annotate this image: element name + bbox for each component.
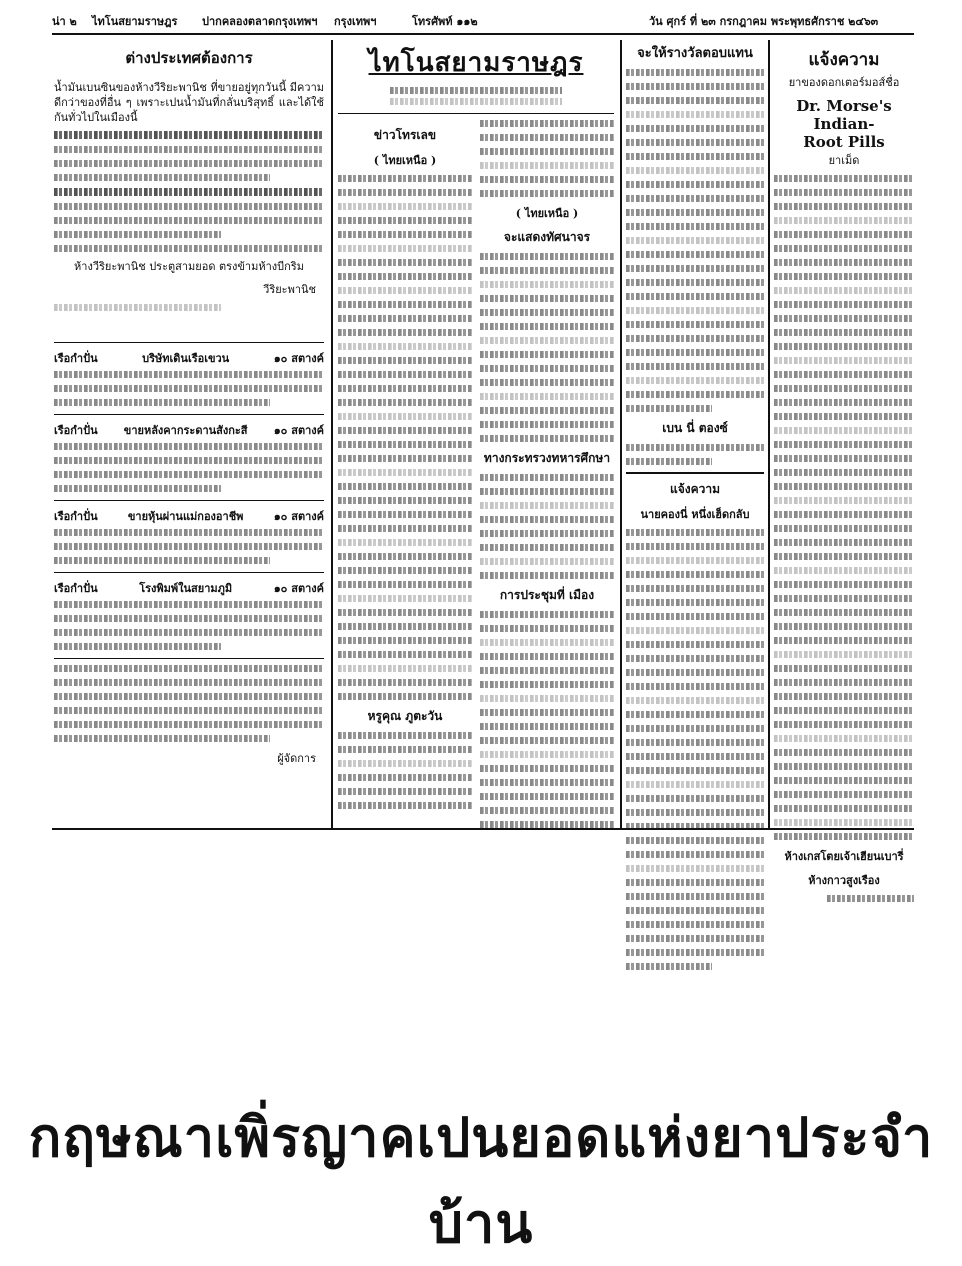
notice-block: [54, 500, 324, 564]
notice-block: [54, 572, 324, 650]
slogan-banner: กฤษณาเพิ่รญาคเปนยอดแห่งยาประจำบ้าน: [28, 1106, 934, 1255]
section-heading: จะแสดงทัศนาจร: [503, 230, 591, 244]
section-subheading: นายคองนี่ หนึ่งเฮ็ดกลับ: [640, 507, 750, 521]
paper-name: ไทโนสยามราษฎร: [92, 15, 178, 28]
section-heading: ทางกระทรวงทหารศึกษา: [483, 451, 611, 465]
section-subheading: ( ไทยเหนือ ): [515, 207, 579, 220]
column-advertisement: [774, 42, 914, 887]
notice-amount: ๑๐ สตางค์: [273, 582, 324, 595]
notice-name: ขายหลังคากระดานสังกะสี: [123, 424, 248, 437]
running-header: [52, 12, 912, 30]
notice-name: บริษัทเดินเรือเขวน: [142, 352, 230, 365]
notice-name: ขายหุ้นผ่านแม่กองอาชีพ: [127, 510, 244, 523]
section-heading: หรูคุณ ภูตะวัน: [367, 709, 443, 723]
column-main-news: [338, 42, 614, 828]
page-number: น่า ๒: [52, 15, 77, 28]
section-heading: การประชุมที่ เมือง: [499, 588, 595, 602]
ad-product-name-line2: Root Pills: [803, 133, 885, 151]
masthead: [338, 42, 614, 114]
article-title: ต่างประเทศต้องการ: [125, 49, 253, 67]
column-separator: [768, 40, 770, 828]
ad-product-name-line1: Dr. Morse's Indian-: [796, 97, 892, 133]
notice-label: เรือกำปั่น: [54, 424, 98, 437]
ad-note: ยาเม็ด: [828, 154, 860, 167]
issue-date: วัน ศุกร์ ที่ ๒๓ กรกฎาคม พระพุทธศักราช ๒๔๖๓: [649, 15, 879, 28]
notice-name: โรงพิมพ์ในสยามภูมิ: [139, 582, 233, 595]
ad-seller-2: ห้างกาวสูงเรือง: [808, 874, 880, 887]
column-reward: [626, 42, 764, 828]
shop-signature: วีริยะพานิช: [263, 283, 316, 296]
section-heading: เบน นี่ ตองซ์: [662, 421, 728, 435]
ad-maker: ยาของดอกเตอร์มอส์ชื่อ: [788, 76, 900, 89]
notice-block: [54, 658, 324, 742]
notice-block: [54, 342, 324, 406]
notice-block: [54, 414, 324, 492]
notice-amount: ๑๐ สตางค์: [273, 424, 324, 437]
section-heading: แจ้งความ: [669, 481, 721, 496]
notice-label: เรือกำปั่น: [54, 582, 98, 595]
footer-rule: [52, 828, 914, 830]
notice-amount: ๑๐ สตางค์: [273, 510, 324, 523]
phone: โทรศัพท์ ๑๑๒: [412, 15, 478, 28]
article-body: น้ำมันเบนซินของห้างวีริยะพานิช ที่ขายอยู่ทุกวันนี้ มีความดีกว่าของที่อื่น ๆ เพราะเปนน้ำมันที่กลั่นบริสุทธิ์ และได้ใช้กันทั่วไปในเมืองนี้: [54, 81, 324, 124]
ad-title: แจ้งความ: [808, 50, 880, 70]
section-heading: ข่าวโทรเลข: [373, 128, 437, 142]
ad-seller: ห้างเกสโตยเจ้าเฮียนเบารี่: [784, 850, 904, 863]
city: กรุงเทพฯ: [334, 15, 377, 28]
publisher-note: ปากคลองตลาดกรุงเทพฯ: [202, 15, 318, 28]
shop-address: ห้างวีริยะพานิช ประตูสามยอด ตรงข้ามห้างบีกริม: [74, 260, 304, 273]
masthead-title: ไทโนสยามราษฎร: [368, 48, 584, 78]
article-title: จะให้รางวัลตอบแทน: [637, 46, 753, 61]
header-rule: [52, 33, 914, 35]
column-separator: [331, 40, 333, 828]
column-separator: [620, 40, 622, 828]
notice-label: เรือกำปั่น: [54, 510, 98, 523]
column-foreign-demand: [54, 46, 324, 826]
notice-amount: ๑๐ สตางค์: [273, 352, 324, 365]
manager-signature: ผู้จัดการ: [277, 752, 316, 765]
notice-label: เรือกำปั่น: [54, 352, 98, 365]
section-subheading: ( ไทยเหนือ ): [373, 154, 437, 167]
